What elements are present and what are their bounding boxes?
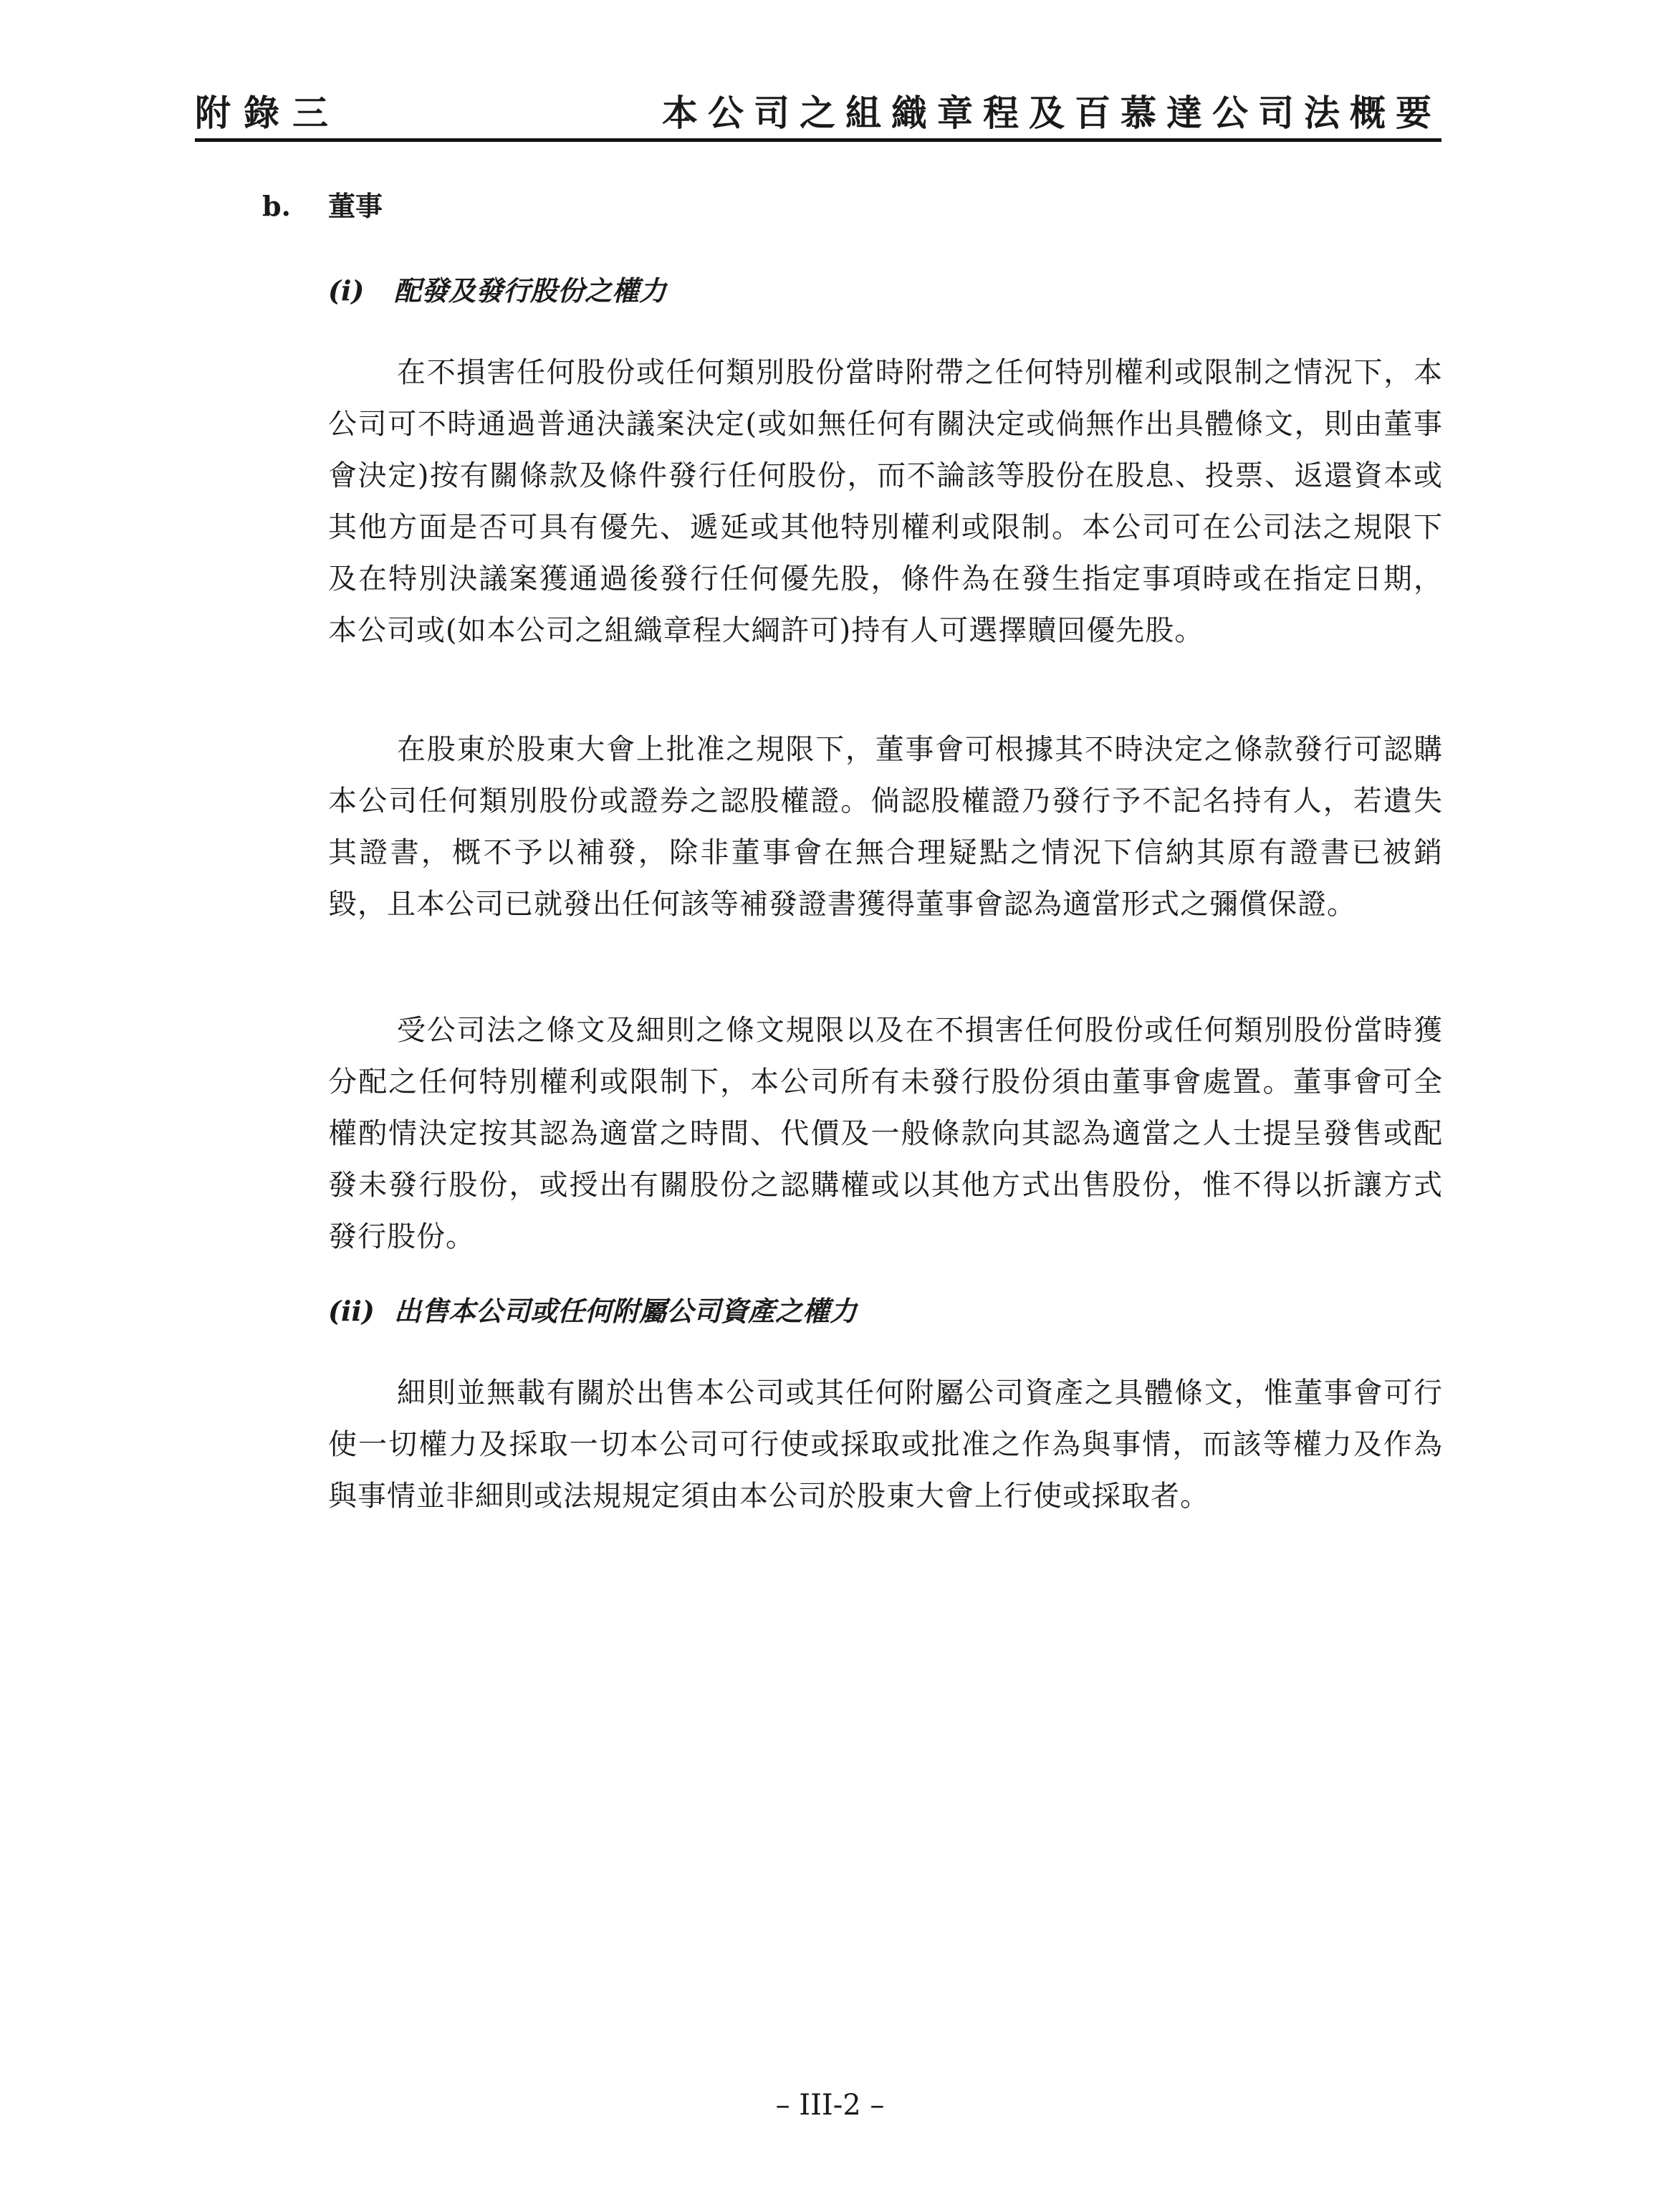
section-title: 董事: [328, 190, 383, 222]
paragraph: 細則並無載有關於出售本公司或其任何附屬公司資產之具體條文，惟董事會可行使一切權力及採取一切本公司可行使或採取或批准之作為與事情，而該等權力及作為與事情並非細則或法規規定須由本公司於股東大會上行使或採取者。: [328, 1376, 1443, 1513]
section-marker: b.: [262, 190, 291, 222]
paragraph: 受公司法之條文及細則之條文規限以及在不損害任何股份或任何類別股份當時獲分配之任何特別權利或限制下，本公司所有未發行股份須由董事會處置。董事會可全權酌情決定按其認為適當之時間、代價及一般條款向其認為適當之人士提呈發售或配發未發行股份，或授出有關股份之認購權或以其他方式出售股份，惟不得以折讓方式發行股份。: [328, 1014, 1443, 1253]
paragraph: 在股東於股東大會上批准之規限下，董事會可根據其不時決定之條款發行可認購本公司任何類別股份或證券之認股權證。倘認股權證乃發行予不記名持有人，若遺失其證書，概不予以補發，除非董事會在無合理疑點之情況下信納其原有證書已被銷毀，且本公司已就發出任何該等補發證書獲得董事會認為適當形式之彌償保證。: [328, 733, 1443, 921]
section-heading-directors: [262, 185, 383, 228]
subsection-title: 出售本公司或任何附屬公司資產之權力: [394, 1295, 858, 1327]
page-number: – III-2 –: [775, 2089, 885, 2122]
appendix-label: 附錄三: [195, 92, 341, 134]
appendix-title: 本公司之組織章程及百慕達公司法概要: [662, 92, 1441, 134]
subsection-marker: (ii): [328, 1295, 375, 1327]
subsection-heading-disposal: [328, 1290, 857, 1333]
subsection-marker: (i): [328, 274, 365, 307]
subsection-heading-allotment: [328, 269, 666, 312]
header-divider: [195, 138, 1441, 142]
page-header: [195, 87, 1441, 139]
subsection-title: 配發及發行股份之權力: [394, 274, 667, 307]
paragraph: 在不損害任何股份或任何類別股份當時附帶之任何特別權利或限制之情況下，本公司可不時通過普通決議案決定(或如無任何有關決定或倘無作出具體條文，則由董事會決定)按有關條款及條件發行任何股份，而不論該等股份在股息、投票、返還資本或其他方面是否可具有優先、遞延或其他特別權利或限制。本公司可在公司法之規限下及在特別決議案獲通過後發行任何優先股，條件為在發生指定事項時或在指定日期，本公司或(如本公司之組織章程大綱許可)持有人可選擇贖回優先股。: [328, 356, 1443, 647]
